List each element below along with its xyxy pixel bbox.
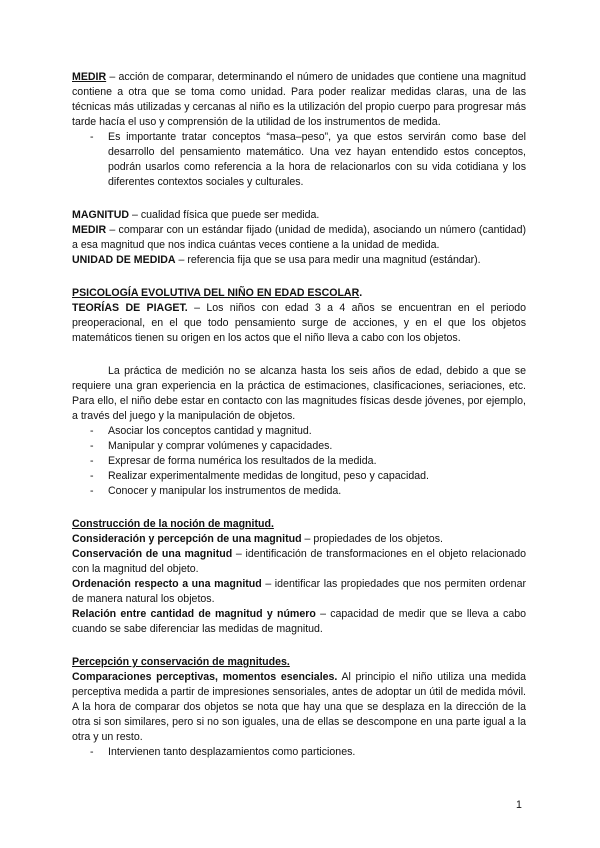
perception-paragraph <box>72 670 526 745</box>
medir-bullet-list <box>72 130 526 190</box>
construction-text: – propiedades de los objetos. <box>301 533 443 545</box>
construction-text: – identificar las propiedades que nos permiten ordenar de manera natural los objetos. <box>72 578 526 605</box>
construction-item <box>72 577 526 607</box>
perception-text: Al principio el niño utiliza una medida perceptiva medida a partir de impresiones sensoriales, antes de adoptar un útil de medida móvil. A la hora de comparar dos objetos se nota que hay una que se desplaza en la dirección de la otra si son similares, pero si no son iguales, una de ellas se descompone en una parte igual a la otra y un resto. <box>72 671 526 743</box>
definition-text: – comparar con un estándar fijado (unidad de medida), asociando un número (cantidad) a esa magnitud que nos indica cuántas veces contiene a la unidad de medida. <box>72 224 526 251</box>
medir-term: MEDIR <box>72 71 107 83</box>
list-item: - Realizar experimentalmente medidas de longitud, peso y capacidad. <box>72 469 526 484</box>
perception-heading-text: Percepción y conservación de magnitudes. <box>72 656 290 668</box>
definition-term: MEDIR <box>72 224 107 236</box>
psychology-heading-dot: . <box>359 287 363 299</box>
list-item: - Conocer y manipular los instrumentos de medida. <box>72 484 526 499</box>
list-item: - Expresar de forma numérica los resultados de la medida. <box>72 454 526 469</box>
definition-medir <box>72 223 526 253</box>
construction-item <box>72 607 526 637</box>
piaget-text: – Los niños con edad 3 a 4 años se encuentran en el periodo preoperacional, en el que todo pensamiento surge de acciones, y en el que los objetos matemáticos tienen su origen en los actos que el niño lleva a cabo con los objetos. <box>72 302 526 344</box>
definition-term: UNIDAD DE MEDIDA <box>72 254 176 266</box>
list-item: - Manipular y comprar volúmenes y capacidades. <box>72 439 526 454</box>
document-page <box>72 70 526 760</box>
psychology-heading-text: PSICOLOGÍA EVOLUTIVA DEL NIÑO EN EDAD ESCOLAR <box>72 287 360 299</box>
measurement-paragraph: La práctica de medición no se alcanza hasta los seis años de edad, debido a que se requiere una gran experiencia en la práctica de estimaciones, clasificaciones, seriaciones, etc. Para ello, el niño debe estar en contacto con las magnitudes físicas desde jóvenes, por ejemplo, a través del juego y la manipulación de objetos. <box>72 365 526 422</box>
list-item: - Asociar los conceptos cantidad y magnitud. <box>72 424 526 439</box>
perception-term: Comparaciones perceptivas, momentos esenciales. <box>72 671 338 683</box>
construction-text: – identificación de transformaciones en el objeto relacionado con la magnitud del objeto. <box>72 548 526 575</box>
definition-text: – referencia fija que se usa para medir una magnitud (estándar). <box>175 254 481 266</box>
construction-term: Relación entre cantidad de magnitud y número <box>72 608 316 620</box>
definition-magnitud <box>72 208 526 223</box>
definition-text: – cualidad física que puede ser medida. <box>129 209 320 221</box>
medir-text: – acción de comparar, determinando el número de unidades que contiene una magnitud contiene a otra que se toma como unidad. Para poder realizar medidas claras, una de las técnicas más utilizadas y cercanas al niño es la utilización del propio cuerpo para progresar más tarde hacía el uso y comprensión de la utilidad de los instrumentos de medida. <box>72 71 526 128</box>
list-item: - Intervienen tanto desplazamientos como particiones. <box>72 745 526 760</box>
psychology-heading <box>72 286 526 301</box>
construction-heading-text: Construcción de la noción de magnitud. <box>72 518 274 530</box>
construction-item <box>72 532 526 547</box>
construction-term: Ordenación respecto a una magnitud <box>72 578 262 590</box>
construction-term: Consideración y percepción de una magnitud <box>72 533 302 545</box>
construction-term: Conservación de una magnitud <box>72 548 233 560</box>
definition-term: MAGNITUD <box>72 209 130 221</box>
list-item: - Es importante tratar conceptos “masa–peso”, ya que estos servirán como base del desarrollo del pensamiento matemático. Una vez hayan entendido estos conceptos, podrán usarlos como referencia a la hora de relacionarlos con su vida cotidiana y los diferentes contextos sociales y culturales. <box>72 130 526 190</box>
psychology-bullet-list <box>72 424 526 499</box>
construction-item <box>72 547 526 577</box>
perception-heading <box>72 655 526 670</box>
page-number: 1 <box>516 799 522 811</box>
piaget-term: TEORÍAS DE PIAGET. <box>72 302 188 314</box>
piaget-paragraph <box>72 301 526 346</box>
perception-bullet-list <box>72 745 526 760</box>
construction-heading <box>72 517 526 532</box>
construction-text: – capacidad de medir que se lleva a cabo cuando se sabe diferenciar las medidas de magnitud. <box>72 608 526 635</box>
medir-paragraph <box>72 70 526 130</box>
definition-unidad <box>72 253 526 268</box>
